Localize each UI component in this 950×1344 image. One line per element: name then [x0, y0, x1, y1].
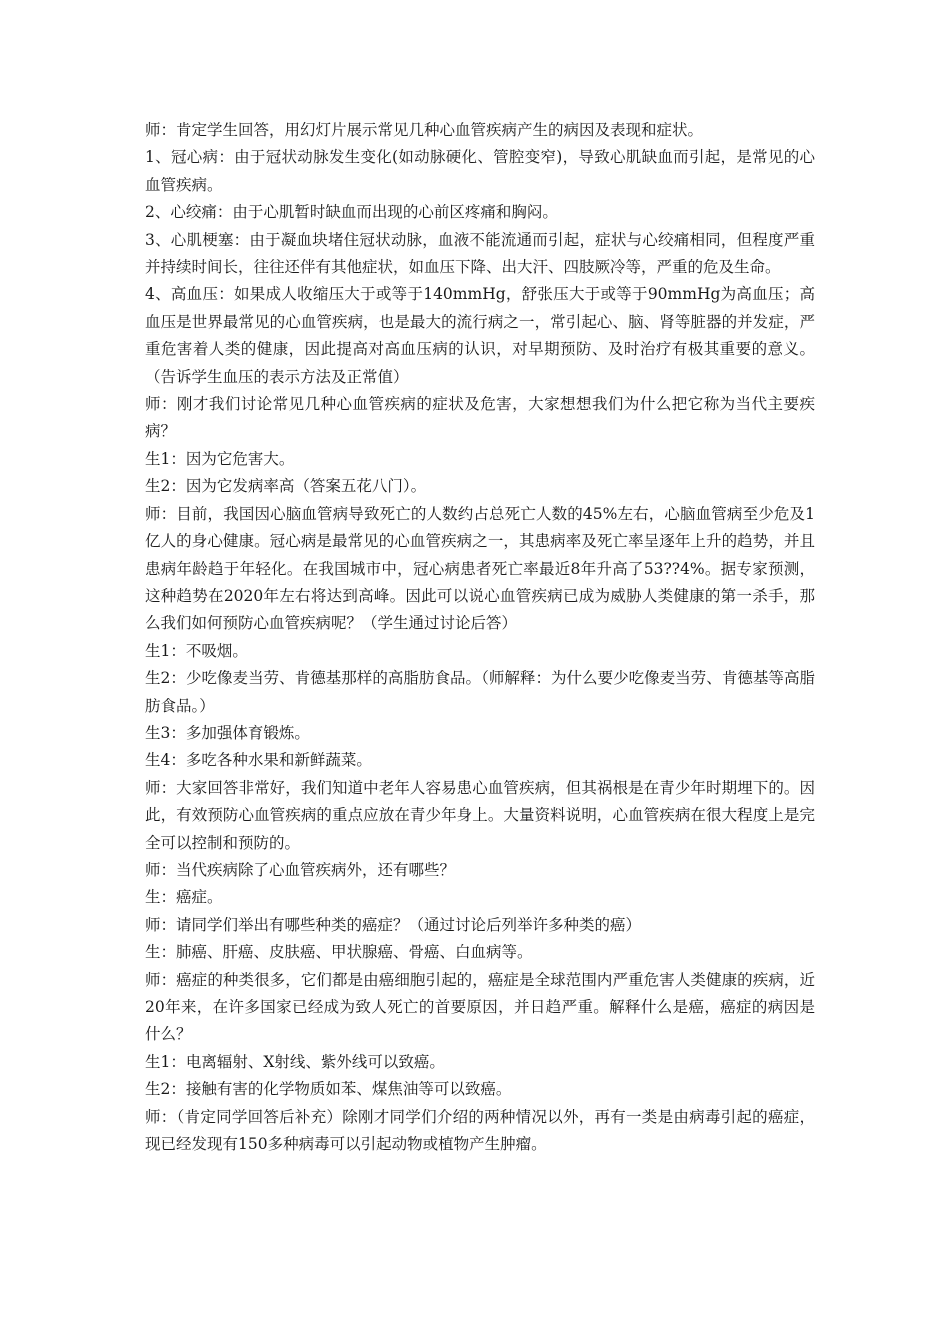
paragraph-teacher-intro: 师：肯定学生回答，用幻灯片展示常见几种心血管疾病产生的病因及表现和症状。 [145, 121, 704, 139]
paragraph-student-diet: 生2：少吃像麦当劳、肯德基那样的高脂肪食品。（师解释：为什么要少吃像麦当劳、肯德基等高脂肪食品。） [145, 669, 815, 715]
paragraph-student-vegetables: 生4：多吃各种水果和新鲜蔬菜。 [145, 751, 372, 770]
paragraph-hypertension: 4、高血压：如果成人收缩压大于或等于140mmHg，舒张压大于或等于90mmHg为高血压；高血压是世界最常见的心血管疾病，也是最大的流行病之一，常引起心、脑、肾等脏器的并发症，严重危害着人类的健康，因此提高对高血压病的认识，对早期预防、及时治疗有极其重要的意义。（告诉学生血压的表示方法及正常值） [145, 285, 815, 386]
paragraph-teacher-virus: 师：（肯定同学回答后补充）除刚才同学们介绍的两种情况以外，再有一类是由病毒引起的癌症，现已经发现有150多种病毒可以引起动物或植物产生肿瘤。 [145, 1107, 815, 1154]
paragraph-student-radiation: 生1：电离辐射、X射线、紫外线可以致癌。 [145, 1052, 445, 1071]
document-page [145, 117, 815, 1158]
paragraph-myocardial-infarction: 3、心肌梗塞：由于凝血块堵住冠状动脉，血液不能流通而引起，症状与心绞痛相同，但程度严重并持续时间长，往往还伴有其他症状，如血压下降、出大汗、四肢厥冷等，严重的危及生命。 [145, 230, 815, 277]
paragraph-student-exercise: 生3：多加强体育锻炼。 [145, 723, 310, 742]
paragraph-teacher-question: 师：刚才我们讨论常见几种心血管疾病的症状及危害，大家想想我们为什么把它称为当代主要疾病？ [145, 395, 815, 441]
paragraph-student-chemicals: 生2：接触有害的化学物质如苯、煤焦油等可以致癌。 [145, 1080, 512, 1099]
paragraph-student-no-smoking: 生1：不吸烟。 [145, 641, 248, 660]
paragraph-teacher-statistics: 师：目前，我国因心脑血管病导致死亡的人数约占总死亡人数的45%左右，心脑血管病至少危及1亿人的身心健康。冠心病是最常见的心血管疾病之一，其患病率及死亡率呈逐年上升的趋势，并且患病年龄趋于年轻化。在我国城市中，冠心病患者死亡率最近8年升高了53??4%。据专家预测，这种趋势在2020年左右将达到高峰。因此可以说心血管疾病已成为威胁人类健康的第一杀手，那么我们如何预防心血管疾病呢？（学生通过讨论后答） [145, 504, 815, 633]
paragraph-student-cancer-list: 生：肺癌、肝癌、皮肤癌、甲状腺癌、骨癌、白血病等。 [145, 943, 533, 962]
paragraph-angina: 2、心绞痛：由于心肌暂时缺血而出现的心前区疼痛和胸闷。 [145, 203, 558, 222]
paragraph-teacher-prevention: 师：大家回答非常好，我们知道中老年人容易患心血管疾病，但其祸根是在青少年时期埋下的。因此，有效预防心血管疾病的重点应放在青少年身上。大量资料说明，心血管疾病在很大程度上是完全可以控制和预防的。 [145, 778, 815, 852]
paragraph-coronary-heart-disease: 1、冠心病：由于冠状动脉发生变化(如动脉硬化、管腔变窄)，导致心肌缺血而引起，是常见的心血管疾病。 [145, 148, 815, 194]
paragraph-student-1: 生1：因为它危害大。 [145, 449, 295, 468]
paragraph-teacher-cancer-explain: 师：癌症的种类很多，它们都是由癌细胞引起的，癌症是全球范围内严重危害人类健康的疾病，近20年来，在许多国家已经成为致人死亡的首要原因，并日趋严重。解释什么是癌，癌症的病因是什么？ [145, 970, 815, 1044]
paragraph-teacher-cancer-types: 师：请同学们举出有哪些种类的癌症？（通过讨论后列举许多种类的癌） [145, 915, 642, 934]
paragraph-student-2: 生2：因为它发病率高（答案五花八门）。 [145, 477, 427, 496]
paragraph-student-cancer: 生：癌症。 [145, 888, 223, 907]
paragraph-teacher-other-diseases: 师：当代疾病除了心血管疾病外，还有哪些？ [145, 860, 456, 879]
